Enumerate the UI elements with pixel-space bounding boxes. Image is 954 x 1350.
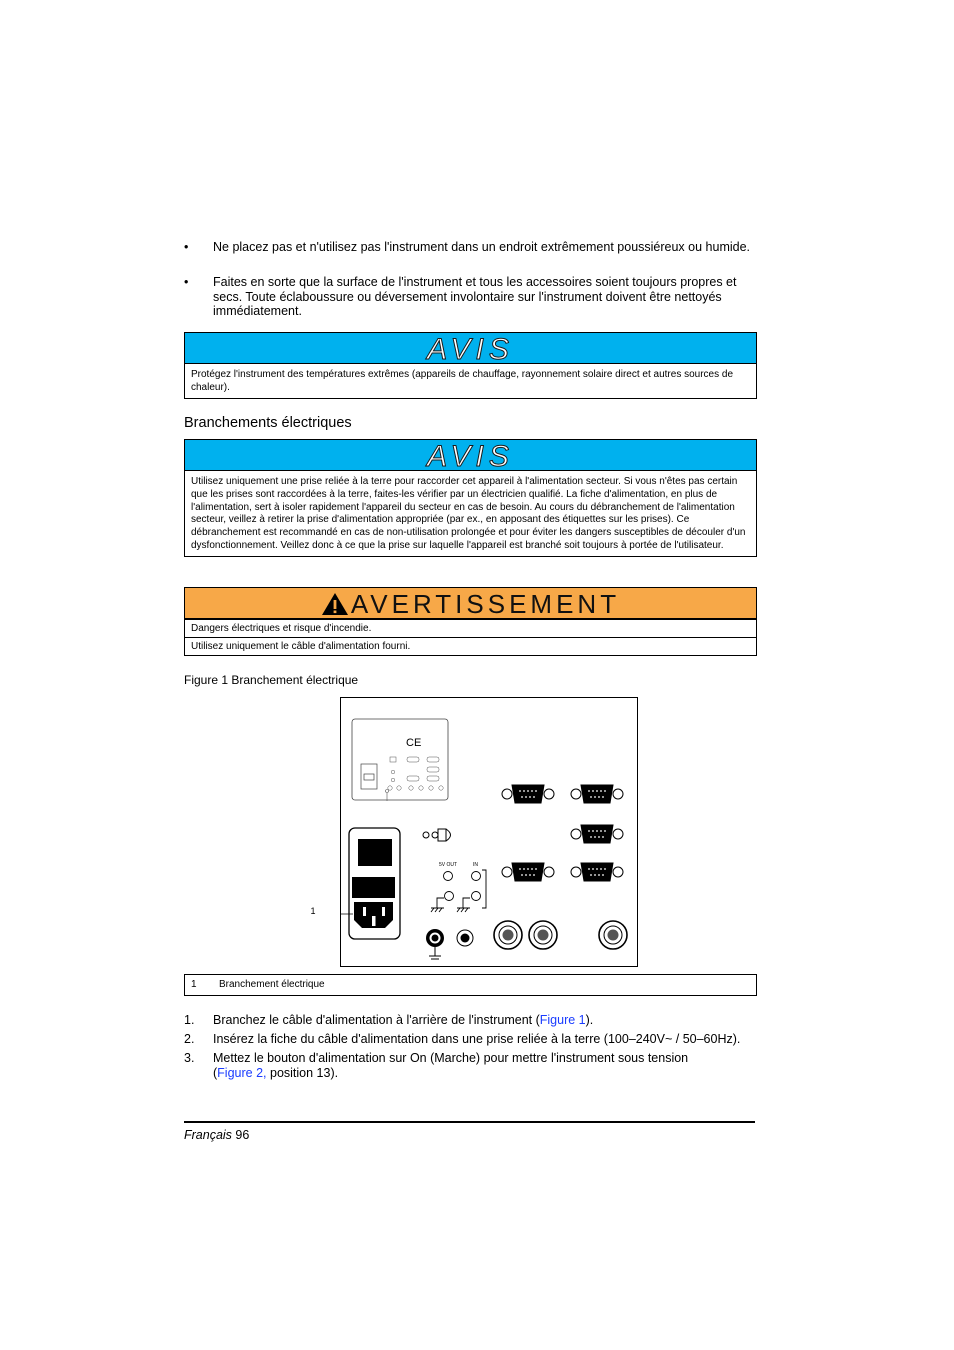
warning-box — [184, 587, 757, 656]
callout-number: 1 — [310, 906, 316, 916]
notice-title: AVIS — [185, 440, 756, 471]
section-heading: Branchements électriques — [184, 415, 352, 431]
bullet-mark: • — [184, 275, 189, 289]
step-text — [213, 1013, 773, 1028]
footer-rule — [184, 1121, 755, 1123]
warning-triangle-icon — [321, 592, 349, 616]
ce-mark: CE — [406, 737, 422, 749]
warning-title: AVERTISSEMENT — [350, 589, 621, 619]
step-text-part: position 13). — [266, 1065, 339, 1080]
label-5v-out: 5V OUT — [439, 862, 458, 868]
warning-line-1: Dangers électriques et risque d'incendie. — [185, 619, 756, 637]
step-number: 1. — [184, 1013, 195, 1027]
step-text: Insérez la fiche du câble d'alimentation dans une prise reliée à la terre (100–240V~ / 50–60Hz). — [213, 1032, 741, 1046]
step-text-part: Mettez le bouton d'alimentation sur On (Marche) pour mettre l'instrument sous tension ( — [213, 1051, 689, 1080]
footer-language: Français — [184, 1128, 232, 1142]
legend-text: Branchement électrique — [219, 979, 325, 990]
step-text — [213, 1051, 713, 1080]
figure-legend — [184, 974, 757, 996]
figure-rear-panel — [310, 697, 638, 967]
notice-text: Utilisez uniquement une prise reliée à la terre pour raccorder cet appareil à l'alimentation secteur. Si vous n'êtes pas certain que les prises sont raccordées à la terre, faites-les vérifier par un électricien qualifié. La fiche d'alimentation, en plus de l'alimentation, sert à isoler rapidement l'appareil du secteur en cas de besoin. Au cours du débranchement de l'alimentation secteur, veillez à retirer la prise d'alimentation appropriée (par ex., en apposant des étiquettes sur les prises). Ce débranchement est recommandé en cas de non-utilisation prolongée et pour éviter les dangers susceptibles de découler d'un dysfonctionnement. Veillez donc à ce que la prise sur laquelle l'appareil est branché soit toujours à portée de l'utilisateur. — [191, 476, 746, 551]
bullet-text: Faites en sorte que la surface de l'instrument et tous les accessoires soient toujours propres et secs. Toute éclaboussure ou déversement involontaire sur l'instrument doivent être nettoyés immédiatement. — [213, 275, 737, 318]
footer — [184, 1128, 249, 1142]
label-in: IN — [473, 862, 478, 868]
step-number: 3. — [184, 1051, 195, 1065]
bullet-mark: • — [184, 240, 189, 254]
figure-2-link[interactable]: Figure 2, — [217, 1065, 267, 1080]
step-text-part: ). — [585, 1013, 594, 1027]
notice-box-2 — [184, 439, 757, 557]
figure-caption: Figure 1 Branchement électrique — [184, 673, 359, 687]
bullet-text: Ne placez pas et n'utilisez pas l'instrument dans un endroit extrêmement poussiéreux ou humide. — [213, 240, 751, 254]
step-number: 2. — [184, 1032, 195, 1046]
notice-text: Protégez l'instrument des températures extrêmes (appareils de chauffage, rayonnement solaire direct et autres sources de chaleur). — [191, 369, 734, 393]
warning-line-2: Utilisez uniquement le câble d'alimentation fourni. — [185, 637, 756, 655]
warning-header — [185, 588, 756, 619]
page-number: 96 — [235, 1128, 250, 1142]
rear-panel-illustration — [341, 698, 637, 966]
notice-box-1 — [184, 332, 757, 399]
step-text-part: Branchez le câble d'alimentation à l'arrière de l'instrument ( — [213, 1013, 540, 1027]
legend-number: 1 — [191, 979, 197, 990]
figure-1-link[interactable]: Figure 1 — [539, 1013, 586, 1027]
notice-title: AVIS — [185, 333, 756, 364]
